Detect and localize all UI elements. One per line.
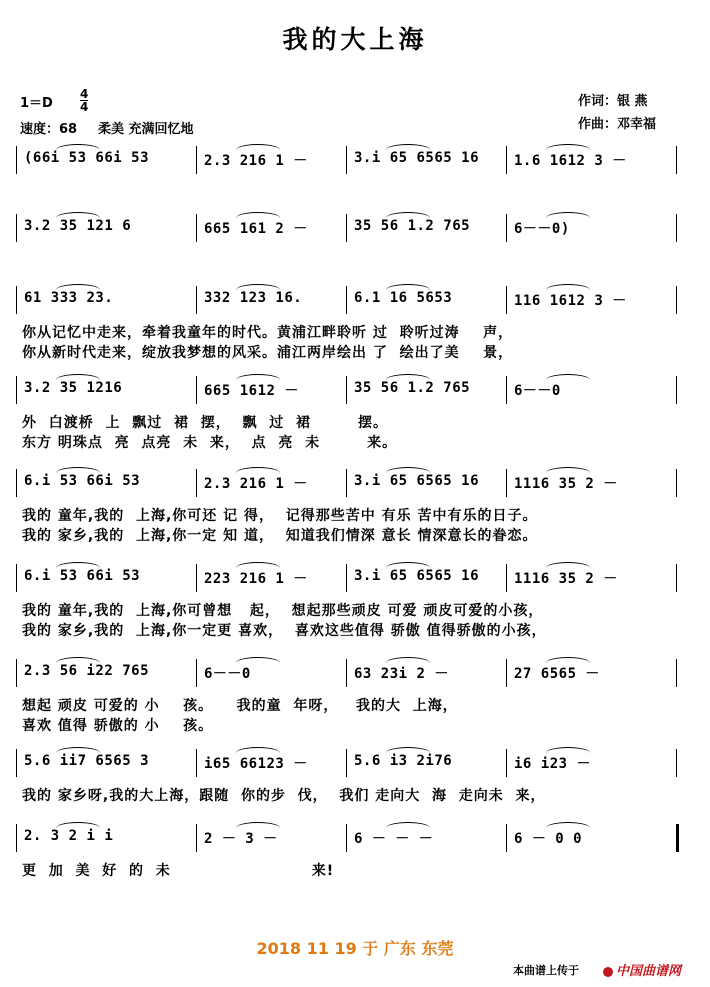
barline bbox=[676, 376, 677, 404]
slur-mark bbox=[56, 212, 100, 218]
notes-row bbox=[16, 745, 694, 779]
expression-marking: 柔美 充满回忆地 bbox=[98, 122, 194, 137]
barline bbox=[16, 214, 17, 242]
slur-mark bbox=[236, 747, 280, 753]
measure: 5.6 i3 2i76 bbox=[354, 753, 453, 769]
slur-mark bbox=[236, 374, 280, 380]
slur-mark bbox=[386, 657, 430, 663]
measure: 6.i 53 66i 53 bbox=[24, 473, 141, 489]
slur-mark bbox=[56, 562, 100, 568]
barline bbox=[506, 214, 507, 242]
barline bbox=[346, 824, 347, 852]
barline bbox=[196, 659, 197, 687]
tempo-marking: 速度：68 bbox=[20, 122, 78, 137]
notes-row bbox=[16, 372, 694, 406]
slur-mark bbox=[546, 657, 590, 663]
barline bbox=[346, 564, 347, 592]
measure: 2.3 216 1 － bbox=[204, 476, 308, 492]
slur-mark bbox=[386, 374, 430, 380]
slur-mark bbox=[236, 467, 280, 473]
slur-mark bbox=[236, 284, 280, 290]
slur-mark bbox=[386, 212, 430, 218]
measure: 2 － 3 － bbox=[204, 831, 278, 847]
barline bbox=[346, 659, 347, 687]
measure: 2. 3 2 i i bbox=[24, 828, 114, 844]
barline bbox=[16, 564, 17, 592]
notes-row bbox=[16, 142, 694, 176]
slur-mark bbox=[386, 562, 430, 568]
measure: (66i 53 66i 53 bbox=[24, 150, 150, 166]
measure: 6－－0 bbox=[204, 666, 251, 682]
key-signature: 1＝D bbox=[20, 96, 53, 111]
barline bbox=[346, 469, 347, 497]
barline bbox=[676, 286, 677, 314]
barline bbox=[16, 824, 17, 852]
slur-mark bbox=[546, 284, 590, 290]
notes-row bbox=[16, 210, 694, 244]
slur-mark bbox=[56, 822, 100, 828]
measure: 63 23i 2 － bbox=[354, 666, 449, 682]
lyric-line: 东方 明珠点 亮 点亮 未 来， 点 亮 未 来。 bbox=[22, 435, 398, 451]
barline bbox=[676, 469, 677, 497]
slur-mark bbox=[236, 657, 280, 663]
measure: 35 56 1.2 765 bbox=[354, 218, 471, 234]
measure: 3.i 65 6565 16 bbox=[354, 568, 480, 584]
lyric-line: 我的 家乡呀,我的大上海，跟随 你的步 伐， 我们 走向大 海 走向未 来， bbox=[22, 788, 546, 804]
barline bbox=[506, 469, 507, 497]
measure: 3.2 35 1216 bbox=[24, 380, 123, 396]
notes-row bbox=[16, 655, 694, 689]
measure: 3.i 65 6565 16 bbox=[354, 150, 480, 166]
barline bbox=[196, 564, 197, 592]
barline bbox=[506, 564, 507, 592]
slur-mark bbox=[56, 144, 100, 150]
barline bbox=[676, 214, 677, 242]
lyric-line: 你从新时代走来，绽放我梦想的风采。浦江两岸绘出 了 绘出了美 景， bbox=[22, 345, 514, 361]
measure: 6 － 0 0 bbox=[514, 831, 583, 847]
measure: i65 66123 － bbox=[204, 756, 308, 772]
barline bbox=[196, 214, 197, 242]
notes-row bbox=[16, 465, 694, 499]
slur-mark bbox=[236, 144, 280, 150]
slur-mark bbox=[546, 822, 590, 828]
barline bbox=[16, 286, 17, 314]
barline bbox=[346, 376, 347, 404]
barline bbox=[16, 376, 17, 404]
slur-mark bbox=[56, 747, 100, 753]
barline bbox=[346, 286, 347, 314]
lyric-line: 我的 童年,我的 上海,你可还 记 得， 记得那些苦中 有乐 苦中有乐的日子。 bbox=[22, 508, 538, 524]
measure: 1116 35 2 － bbox=[514, 571, 618, 587]
logo-icon bbox=[603, 967, 613, 977]
lyric-line: 我的 童年,我的 上海,你可曾想 起， 想起那些顽皮 可爱 顽皮可爱的小孩， bbox=[22, 603, 544, 619]
barline bbox=[506, 146, 507, 174]
barline bbox=[196, 749, 197, 777]
slur-mark bbox=[236, 822, 280, 828]
barline bbox=[16, 146, 17, 174]
measure: i6 i23 － bbox=[514, 756, 592, 772]
barline bbox=[346, 146, 347, 174]
measure: 1.6 1612 3 － bbox=[514, 153, 627, 169]
measure: 2.3 216 1 － bbox=[204, 153, 308, 169]
barline bbox=[676, 146, 677, 174]
slur-mark bbox=[236, 562, 280, 568]
barline bbox=[676, 824, 679, 852]
barline bbox=[16, 749, 17, 777]
notes-row bbox=[16, 560, 694, 594]
barline bbox=[196, 469, 197, 497]
lyric-line: 你从记忆中走来，牵着我童年的时代。黄浦江畔聆听 过 聆听过涛 声， bbox=[22, 325, 514, 341]
measure: 6－－0) bbox=[514, 221, 570, 237]
measure: 3.2 35 121 6 bbox=[24, 218, 132, 234]
notes-row bbox=[16, 282, 694, 316]
measure: 6.i 53 66i 53 bbox=[24, 568, 141, 584]
lyric-line: 我的 家乡,我的 上海,你一定 知 道， 知道我们情深 意长 情深意长的眷恋。 bbox=[22, 528, 538, 544]
lyric-line: 外 白渡桥 上 飘过 裙 摆， 飘 过 裙 摆。 bbox=[22, 415, 388, 431]
measure: 116 1612 3 － bbox=[514, 293, 627, 309]
measure: 332 123 16. bbox=[204, 290, 303, 306]
site-logo-text: 中国曲谱网 bbox=[616, 964, 682, 979]
lyric-line: 喜欢 值得 骄傲的 小 孩。 bbox=[22, 718, 214, 734]
slur-mark bbox=[386, 284, 430, 290]
lyricist-credit: 作词：银 燕 bbox=[578, 94, 648, 109]
time-signature bbox=[80, 88, 88, 113]
measure: 6－－0 bbox=[514, 383, 561, 399]
barline bbox=[346, 214, 347, 242]
barline bbox=[196, 376, 197, 404]
footer-date: 2018 11 19 于 广东 东莞 bbox=[256, 939, 454, 958]
slur-mark bbox=[546, 562, 590, 568]
barline bbox=[346, 749, 347, 777]
barline bbox=[506, 659, 507, 687]
barline bbox=[506, 824, 507, 852]
lyric-line: 我的 家乡,我的 上海,你一定更 喜欢， 喜欢这些值得 骄傲 值得骄傲的小孩， bbox=[22, 623, 547, 639]
slur-mark bbox=[236, 212, 280, 218]
barline bbox=[196, 824, 197, 852]
measure: 6.1 16 5653 bbox=[354, 290, 453, 306]
barline bbox=[506, 286, 507, 314]
measure: 665 1612 － bbox=[204, 383, 299, 399]
measure: 223 216 1 － bbox=[204, 571, 308, 587]
composer-credit: 作曲：邓幸福 bbox=[578, 117, 657, 132]
slur-mark bbox=[386, 747, 430, 753]
slur-mark bbox=[546, 747, 590, 753]
barline bbox=[196, 286, 197, 314]
barline bbox=[676, 659, 677, 687]
barline bbox=[676, 749, 677, 777]
slur-mark bbox=[56, 284, 100, 290]
measure: 61 333 23. bbox=[24, 290, 114, 306]
notes-row bbox=[16, 820, 694, 854]
measure: 2.3 56 i22 765 bbox=[24, 663, 150, 679]
song-title: 我的大上海 bbox=[282, 25, 428, 54]
barline bbox=[16, 659, 17, 687]
lyric-line: 想起 顽皮 可爱的 小 孩。 我的童 年呀， 我的大 上海， bbox=[22, 698, 458, 714]
slur-mark bbox=[546, 467, 590, 473]
slur-mark bbox=[56, 467, 100, 473]
measure: 27 6565 － bbox=[514, 666, 600, 682]
slur-mark bbox=[546, 374, 590, 380]
slur-mark bbox=[546, 144, 590, 150]
slur-mark bbox=[386, 144, 430, 150]
barline bbox=[16, 469, 17, 497]
slur-mark bbox=[546, 212, 590, 218]
measure: 3.i 65 6565 16 bbox=[354, 473, 480, 489]
barline bbox=[506, 376, 507, 404]
upload-note: 本曲谱上传于 bbox=[513, 964, 579, 977]
measure: 1116 35 2 － bbox=[514, 476, 618, 492]
measure: 6 － － － bbox=[354, 831, 434, 847]
lyric-line: 更 加 美 好 的 未 来! bbox=[22, 863, 335, 879]
slur-mark bbox=[56, 657, 100, 663]
measure: 665 161 2 － bbox=[204, 221, 308, 237]
barline bbox=[506, 749, 507, 777]
barline bbox=[196, 146, 197, 174]
measure: 35 56 1.2 765 bbox=[354, 380, 471, 396]
slur-mark bbox=[386, 467, 430, 473]
time-signature-top: 4 bbox=[80, 87, 89, 101]
barline bbox=[676, 564, 677, 592]
slur-mark bbox=[386, 822, 430, 828]
time-signature-bottom: 4 bbox=[80, 100, 89, 114]
measure: 5.6 ii7 6565 3 bbox=[24, 753, 150, 769]
site-logo bbox=[603, 960, 681, 979]
slur-mark bbox=[56, 374, 100, 380]
